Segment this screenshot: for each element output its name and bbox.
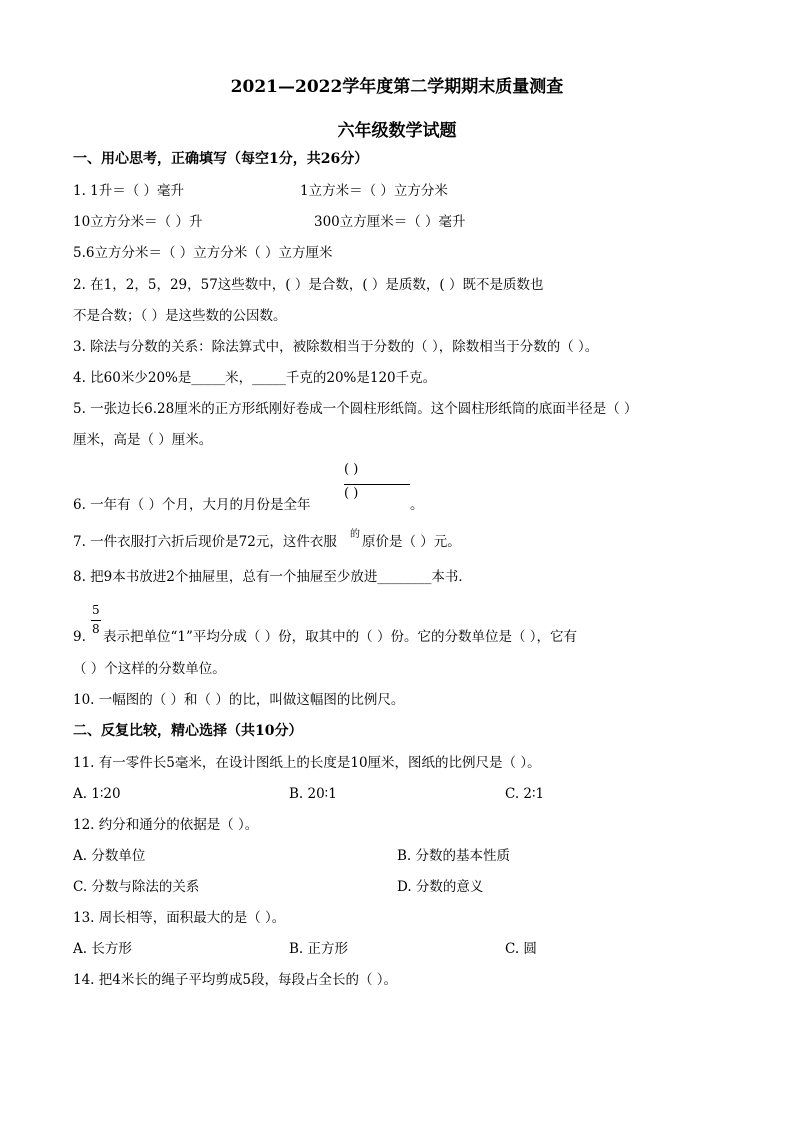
question-12: 12. 约分和通分的依据是（ ）。 [73,817,259,833]
question-6-text: 6. 一年有（ ）个月，大月的月份是全年 [73,497,311,513]
question-5-line2: 厘米，高是（ ）厘米。 [73,432,213,448]
question-9-fraction-bar [91,620,101,621]
question-7-part1: 7. 一件衣服打六折后现价是72元，这件衣服 [73,534,337,550]
question-6-end: 。 [410,497,424,513]
question-13: 13. 周长相等，面积最大的是（ ）。 [73,910,286,926]
question-1e: 5.6立方分米＝（ ）立方分米（ ）立方厘米 [73,245,333,261]
question-9-fraction-denominator: 8 [92,622,100,636]
question-12-option-a: A. 分数单位 [73,848,146,864]
question-6-fraction-numerator: ( ) [344,462,359,477]
question-1c: 10立方分米＝（ ）升 [73,214,203,230]
question-7-mark: 的 [350,529,360,540]
question-9-fraction-numerator: 5 [92,603,100,617]
question-9-line1: 表示把单位“1”平均分成（ ）份，取其中的（ ）份。它的分数单位是（ ），它有 [103,629,578,645]
question-11-option-c: C. 2∶1 [505,786,545,802]
question-12-option-b: B. 分数的基本性质 [397,848,511,864]
question-12-option-c: C. 分数与除法的关系 [73,879,200,895]
question-14: 14. 把4米长的绳子平均剪成5段，每段占全长的（ ）。 [73,972,397,988]
question-11-option-b: B. 20∶1 [289,786,337,802]
question-2-line1: 2. 在1，2，5，29，57这些数中，( ）是合数，( ）是质数，( ）既不是质数也 [73,277,544,293]
question-1a: 1. 1升＝（ ）毫升 [73,183,185,199]
question-6-fraction-bar [344,484,410,485]
section1-heading: 一、用心思考，正确填写（每空1分，共26分） [73,151,369,167]
question-9-number: 9. [73,629,86,645]
question-13-option-c: C. 圆 [505,941,537,957]
question-11: 11. 有一零件长5毫米，在设计图纸上的长度是10厘米，图纸的比例尺是（ ）。 [73,755,541,771]
exam-subtitle: 六年级数学试题 [337,121,457,141]
question-13-option-a: A. 长方形 [73,941,132,957]
question-6-fraction-denominator: ( ) [344,486,359,501]
question-5-line1: 5. 一张边长6.28厘米的正方形纸刚好卷成一个圆柱形纸筒。这个圆柱形纸筒的底面半径是（ ） [73,401,638,417]
section2-heading: 二、反复比较，精心选择（共10分） [73,723,303,739]
question-3: 3. 除法与分数的关系：除法算式中，被除数相当于分数的（ ），除数相当于分数的（ ）。 [73,339,599,355]
question-11-option-a: A. 1∶20 [73,786,121,802]
question-7-part2: 原价是（ ）元。 [362,534,461,550]
question-10: 10. 一幅图的（ ）和（ ）的比，叫做这幅图的比例尺。 [73,692,405,708]
question-9-line2: （ ）个这样的分数单位。 [73,661,226,677]
question-12-option-d: D. 分数的意义 [397,879,484,895]
question-13-option-b: B. 正方形 [289,941,349,957]
question-2-line2: 不是合数；（ ）是这些数的公因数。 [73,308,287,324]
exam-title: 2021—2022学年度第二学期期末质量测查 [230,77,564,97]
question-1d: 300立方厘米＝（ ）毫升 [314,214,466,230]
question-1b: 1立方米＝（ ）立方分米 [300,183,448,199]
question-4: 4. 比60米少20%是_____米，_____千克的20%是120千克。 [73,370,437,386]
question-8: 8. 把9本书放进2个抽屉里，总有一个抽屉至少放进________本书． [73,569,472,585]
